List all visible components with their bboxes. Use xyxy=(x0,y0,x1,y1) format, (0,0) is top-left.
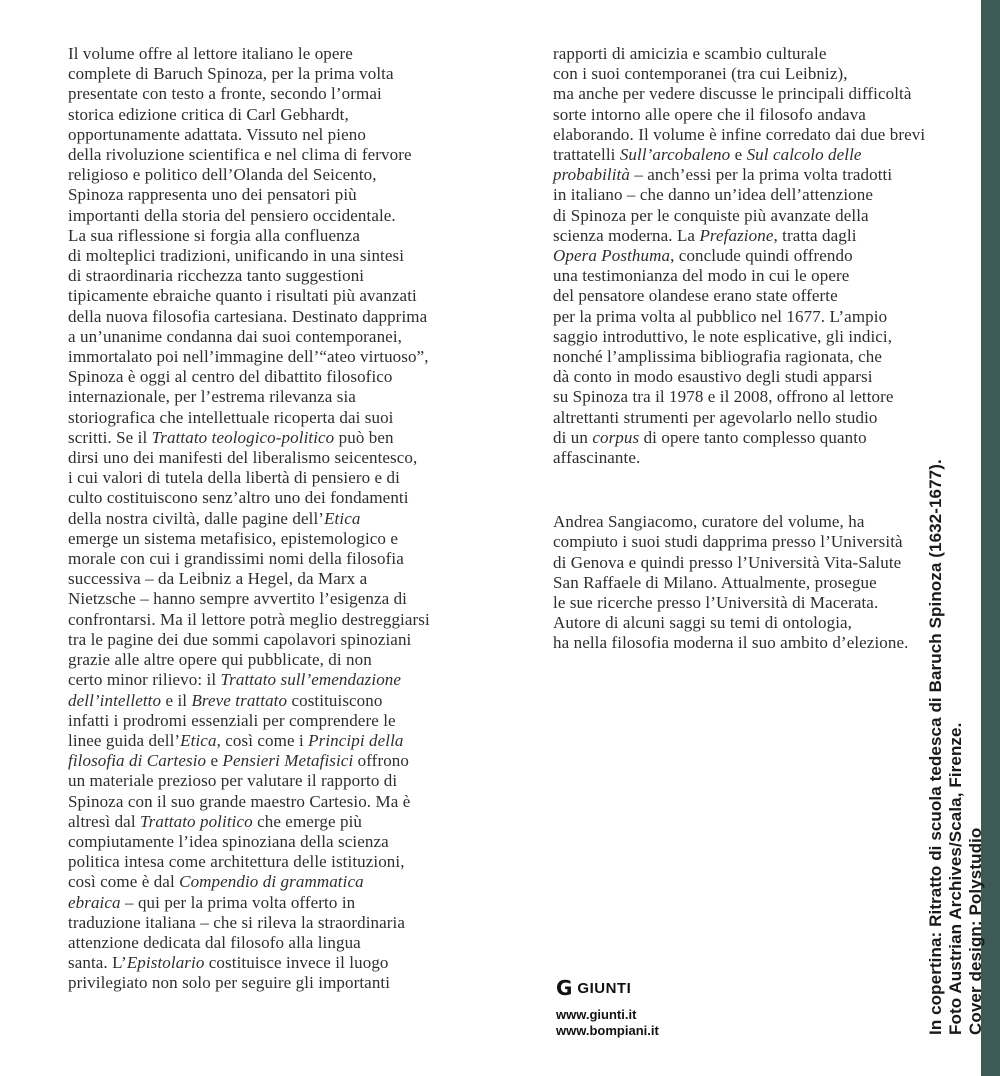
giunti-logo-name: GIUNTI xyxy=(577,979,632,997)
cover-credits xyxy=(926,459,986,1035)
description-column-left: Il volume offre al lettore italiano le opere complete di Baruch Spinoza, per la prima volta presentate con testo a fronte, secondo l’ormai storica edizione critica di Carl Gebhardt, opportunamente adattata. Vissuto nel pieno della rivoluzione scientifica e nel clima di fervore religioso e politico dell’Olanda del Seicento, Spinoza rappresenta uno dei pensatori più importanti della storia del pensiero occidentale. La sua riflessione si forgia alla confluenza di molteplici tradizioni, unificando in una sintesi di straordinaria ricchezza tanto suggestioni tipicamente ebraiche quanto i risultati più avanzati della nuova filosofia cartesiana. Destinato dapprima a un’unanime condanna dai suoi contemporanei, immortalato poi nell’immagine dell’“ateo virtuoso”, Spinoza è oggi al centro del dibattito filosofico internazionale, per l’estrema rilevanza sia storiografica che intellettuale ricoperta dai suoi scritti. Se il Trattato teologico-politico può ben dirsi uno dei manifesti del liberalismo seicentesco, i cui valori di tutela della libertà di pensiero e di culto costituiscono senz’altro uno dei fondamenti della nostra civiltà, dalle pagine dell’Etica emerge un sistema metafisico, epistemologico e morale con cui i grandissimi nomi della filosofia successiva – da Leibniz a Hegel, da Marx a Nietzsche – hanno sempre avvertito l’esigenza di confrontarsi. Ma il lettore potrà meglio destreggiarsi tra le pagine dei due sommi capolavori spinoziani grazie alle altre opere qui pubblicate, di non certo minor rilievo: il Trattato sull’emendazione dell’intelletto e il Breve trattato costituiscono infatti i prodromi essenziali per comprendere le linee guida dell’Etica, così come i Principi della filosofia di Cartesio e Pensieri Metafisici offrono un materiale prezioso per valutare il rapporto di Spinoza con il suo grande maestro Cartesio. Ma è altresì dal Trattato politico che emerge più compiutamente l’idea spinoziana della scienza politica intesa come architettura delle istituzioni, così come è dal Compendio di grammatica ebraica – qui per la prima volta offerto in traduzione italiana – che si rileva la straordinaria attenzione dedicata dal filosofo alla lingua santa. L’Epistolario costituisce invece il luogo privilegiato non solo per seguire gli importanti xyxy=(68,44,430,993)
description-column-right: rapporti di amicizia e scambio culturale con i suoi contemporanei (tra cui Leibniz), ma anche per vedere discusse le principali difficoltà sorte intorno alle opere che il filosofo andava elaborando. Il volume è infine corredato dai due brevi trattatelli Sull’arcobaleno e Sul calcolo delle probabilità – anch’essi per la prima volta tradotti in italiano – che danno un’idea dell’attenzione di Spinoza per le conquiste più avanzate della scienza moderna. La Prefazione, tratta dagli Opera Posthuma, conclude quindi offrendo una testimonianza del modo in cui le opere del pensatore olandese erano state offerte per la prima volta al pubblico nel 1677. L’ampio saggio introduttivo, le note esplicative, gli indici, nonché l’amplissima bibliografia ragionata, che dà conto in modo esaustivo degli studi apparsi su Spinoza tra il 1978 e il 2008, offrono al lettore altrettanti strumenti per agevolarlo nello studio di un corpus di opere tanto complesso quanto affascinante. xyxy=(553,44,926,468)
giunti-website-link[interactable]: www.giunti.it xyxy=(556,1007,637,1022)
right-column xyxy=(553,44,965,654)
publisher-block xyxy=(556,978,659,1039)
author-bio: Andrea Sangiacomo, curatore del volume, ha compiuto i suoi studi dapprima presso l’Università di Genova e quindi presso l’Università Vita-Salute San Raffaele di Milano. Attualmente, prosegue le sue ricerche presso l’Università di Macerata. Autore di alcuni saggi su temi di ontologia, ha nella filosofia moderna il suo ambito d’elezione. xyxy=(553,512,909,653)
bompiani-website-link[interactable]: www.bompiani.it xyxy=(556,1023,659,1038)
giunti-logo-icon: G xyxy=(556,976,573,1000)
giunti-logo xyxy=(556,978,659,998)
cover-credits-text: In copertina: Ritratto di scuola tedesca di Baruch Spinoza (1632-1677). Foto Austrian Archives/Scala, Firenze. Cover design: Polystudio xyxy=(926,459,986,1035)
